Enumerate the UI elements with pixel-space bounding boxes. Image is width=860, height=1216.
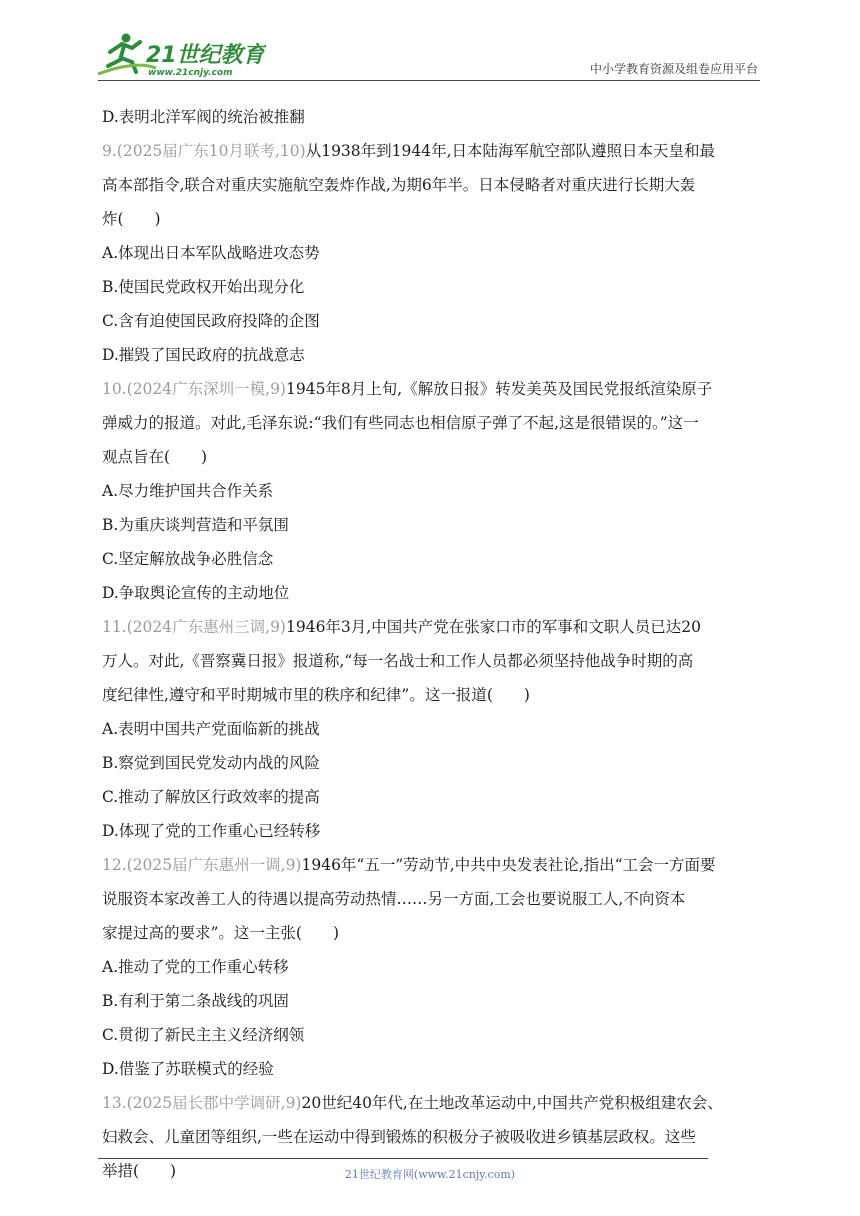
text-line: [102, 474, 760, 508]
line-text: D.借鉴了苏联模式的经验: [102, 1060, 274, 1078]
line-text: A.体现出日本军队战略进攻态势: [102, 244, 320, 262]
line-text: A.尽力维护国共合作关系: [102, 482, 274, 500]
question-source: 11.(2024广东惠州三调,9): [102, 618, 286, 636]
text-line: [102, 678, 760, 712]
line-text: B.察觉到国民党发动内战的风险: [102, 754, 320, 772]
line-text: 举措( ): [102, 1162, 177, 1180]
text-line: [102, 508, 760, 542]
line-text: D.摧毁了国民政府的抗战意志: [102, 346, 305, 364]
text-line: [102, 134, 760, 168]
text-line: [102, 746, 760, 780]
line-text: 家提过高的要求”。这一主张( ): [102, 924, 340, 942]
line-text: B.有利于第二条战线的巩固: [102, 992, 289, 1010]
logo-url: www.21cnjy.com: [148, 68, 233, 78]
line-text: D.体现了党的工作重心已经转移: [102, 822, 321, 840]
line-text: B.使国民党政权开始出现分化: [102, 278, 305, 296]
line-text: 说服资本家改善工人的待遇以提高劳动热情……另一方面,工会也要说服工人,不向资本: [102, 890, 686, 908]
text-line: [102, 780, 760, 814]
line-text: 20世纪40年代,在土地改革运动中,中国共产党积极组建农会、: [301, 1094, 723, 1112]
header-divider: [98, 80, 760, 81]
line-text: B.为重庆谈判营造和平氛围: [102, 516, 289, 534]
footer-divider: [98, 1158, 708, 1159]
text-line: [102, 950, 760, 984]
line-text: 高本部指令,联合对重庆实施航空轰炸作战,为期6年半。日本侵略者对重庆进行长期大轰: [102, 176, 696, 194]
text-line: [102, 882, 760, 916]
logo-text: 21世纪教育: [146, 43, 265, 68]
question-source: 13.(2025届长郡中学调研,9): [102, 1094, 302, 1112]
question-source: 10.(2024广东深圳一模,9): [102, 380, 286, 398]
line-text: D.争取舆论宣传的主动地位: [102, 584, 290, 602]
question-content: [102, 100, 760, 1188]
line-text: C.坚定解放战争必胜信念: [102, 550, 274, 568]
line-text: 1946年3月,中国共产党在张家口市的军事和文职人员已达20: [285, 618, 701, 636]
text-line: [102, 1086, 760, 1120]
text-line: [102, 168, 760, 202]
line-text: 从1938年到1944年,日本陆海军航空部队遵照日本天皇和最: [305, 142, 716, 160]
text-line: [102, 916, 760, 950]
text-line: [102, 542, 760, 576]
text-line: [102, 644, 760, 678]
text-line: [102, 814, 760, 848]
text-line: [102, 338, 760, 372]
line-text: 观点旨在( ): [102, 448, 208, 466]
line-text: D.表明北洋军阀的统治被推翻: [102, 108, 305, 126]
page-header: [0, 0, 860, 90]
line-text: C.贯彻了新民主主义经济纲领: [102, 1026, 305, 1044]
text-line: [102, 712, 760, 746]
text-line: [102, 1018, 760, 1052]
line-text: 弹威力的报道。对此,毛泽东说:“我们有些同志也相信原子弹了不起,这是很错误的。”这一: [102, 414, 699, 432]
text-line: [102, 1120, 760, 1154]
line-text: A.表明中国共产党面临新的挑战: [102, 720, 320, 738]
line-text: 1946年“五一”劳动节,中共中央发表社论,指出“工会一方面要: [301, 856, 716, 874]
page-footer: 21世纪教育网(www.21cnjy.com): [344, 1168, 516, 1181]
line-text: C.推动了解放区行政效率的提高: [102, 788, 320, 806]
text-line: [102, 440, 760, 474]
line-text: 炸( ): [102, 210, 161, 228]
logo-icon: [96, 30, 266, 80]
text-line: [102, 202, 760, 236]
line-text: 1945年8月上旬,《解放日报》转发美英及国民党报纸渲染原子: [285, 380, 713, 398]
text-line: [102, 406, 760, 440]
question-source: 12.(2025届广东惠州一调,9): [102, 856, 302, 874]
text-line: [102, 848, 760, 882]
line-text: C.含有迫使国民政府投降的企图: [102, 312, 320, 330]
line-text: A.推动了党的工作重心转移: [102, 958, 289, 976]
text-line: [102, 304, 760, 338]
text-line: [102, 100, 760, 134]
text-line: [102, 984, 760, 1018]
line-text: 妇救会、儿童团等组织,一些在运动中得到锻炼的积极分子被吸收进乡镇基层政权。这些: [102, 1128, 696, 1146]
text-line: [102, 270, 760, 304]
text-line: [102, 1052, 760, 1086]
text-line: [102, 372, 760, 406]
text-line: [102, 610, 760, 644]
line-text: 度纪律性,遵守和平时期城市里的秩序和纪律”。这一报道( ): [102, 686, 530, 704]
platform-name: 中小学教育资源及组卷应用平台: [589, 62, 758, 76]
line-text: 万人。对此,《晋察冀日报》报道称,“每一名战士和工作人员都必须坚持他战争时期的高: [102, 652, 694, 670]
text-line: [102, 236, 760, 270]
text-line: [102, 576, 760, 610]
question-source: 9.(2025届广东10月联考,10): [102, 142, 306, 160]
